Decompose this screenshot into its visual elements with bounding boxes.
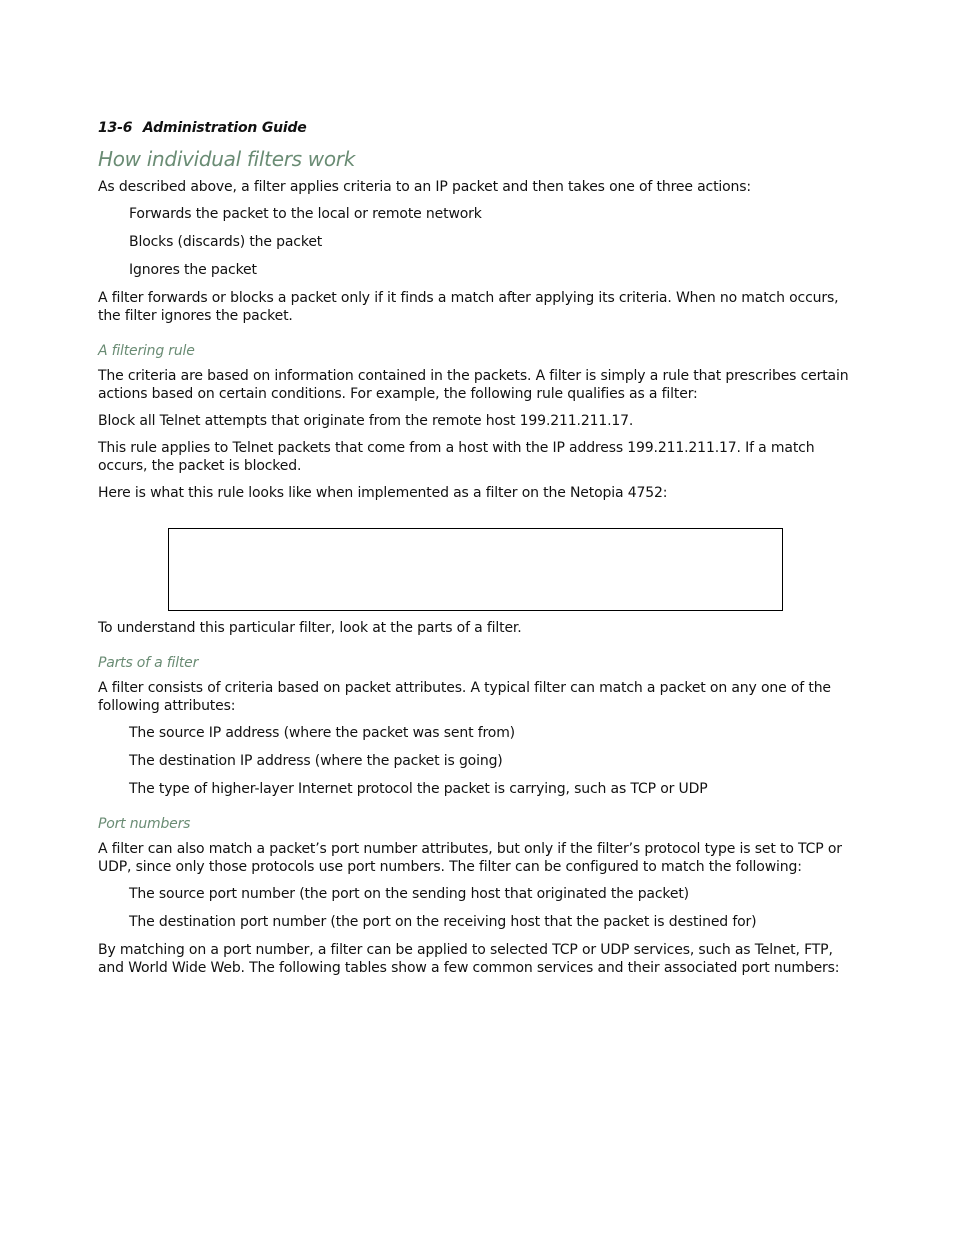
document-page xyxy=(98,118,858,986)
match-paragraph: A filter forwards or blocks a packet only if it finds a match after applying its criteria. When no match occurs, the filter ignores the packet. xyxy=(98,290,839,324)
ports-paragraph: A filter can also match a packet’s port number attributes, but only if the filter’s protocol type is set to TCP or UDP, since only those protocols use port numbers. The filter can be configured to match the following: xyxy=(98,841,842,875)
port-item: The source port number (the port on the sending host that originated the packet) xyxy=(129,886,689,902)
action-item: Blocks (discards) the packet xyxy=(129,234,323,250)
running-title: Administration Guide xyxy=(142,120,307,136)
implementation-intro: Here is what this rule looks like when implemented as a filter on the Netopia 4752: xyxy=(98,485,668,501)
ports-heading: Port numbers xyxy=(98,816,191,832)
parts-heading: Parts of a filter xyxy=(98,655,199,671)
page-number: 13-6 xyxy=(98,120,133,136)
section-title: How individual filters work xyxy=(98,147,356,171)
filter-example-box xyxy=(168,528,783,611)
attribute-item: The source IP address (where the packet was sent from) xyxy=(129,725,515,741)
port-item: The destination port number (the port on the receiving host that the packet is destined for) xyxy=(129,914,757,930)
services-paragraph: By matching on a port number, a filter can be applied to selected TCP or UDP services, such as Telnet, FTP, and World Wide Web. The following tables show a few common services and their associated port numbers: xyxy=(98,942,840,976)
filtering-rule-heading: A filtering rule xyxy=(98,343,195,359)
parts-paragraph: A filter consists of criteria based on packet attributes. A typical filter can match a packet on any one of the following attributes: xyxy=(98,680,831,714)
action-item: Ignores the packet xyxy=(129,262,257,278)
action-item: Forwards the packet to the local or remote network xyxy=(129,206,482,222)
intro-paragraph: As described above, a filter applies criteria to an IP packet and then takes one of three actions: xyxy=(98,179,751,195)
rule-explanation: This rule applies to Telnet packets that come from a host with the IP address 199.211.211.17. If a match occurs, the packet is blocked. xyxy=(98,440,815,474)
running-header xyxy=(98,118,858,138)
criteria-paragraph: The criteria are based on information contained in the packets. A filter is simply a rule that prescribes certain actions based on certain conditions. For example, the following rule qualifies as a filter: xyxy=(98,368,849,402)
rule-example: Block all Telnet attempts that originate from the remote host 199.211.211.17. xyxy=(98,413,634,429)
attribute-item: The destination IP address (where the packet is going) xyxy=(129,753,503,769)
attribute-item: The type of higher-layer Internet protocol the packet is carrying, such as TCP or UDP xyxy=(129,781,708,797)
after-box-paragraph: To understand this particular filter, look at the parts of a filter. xyxy=(98,620,522,636)
